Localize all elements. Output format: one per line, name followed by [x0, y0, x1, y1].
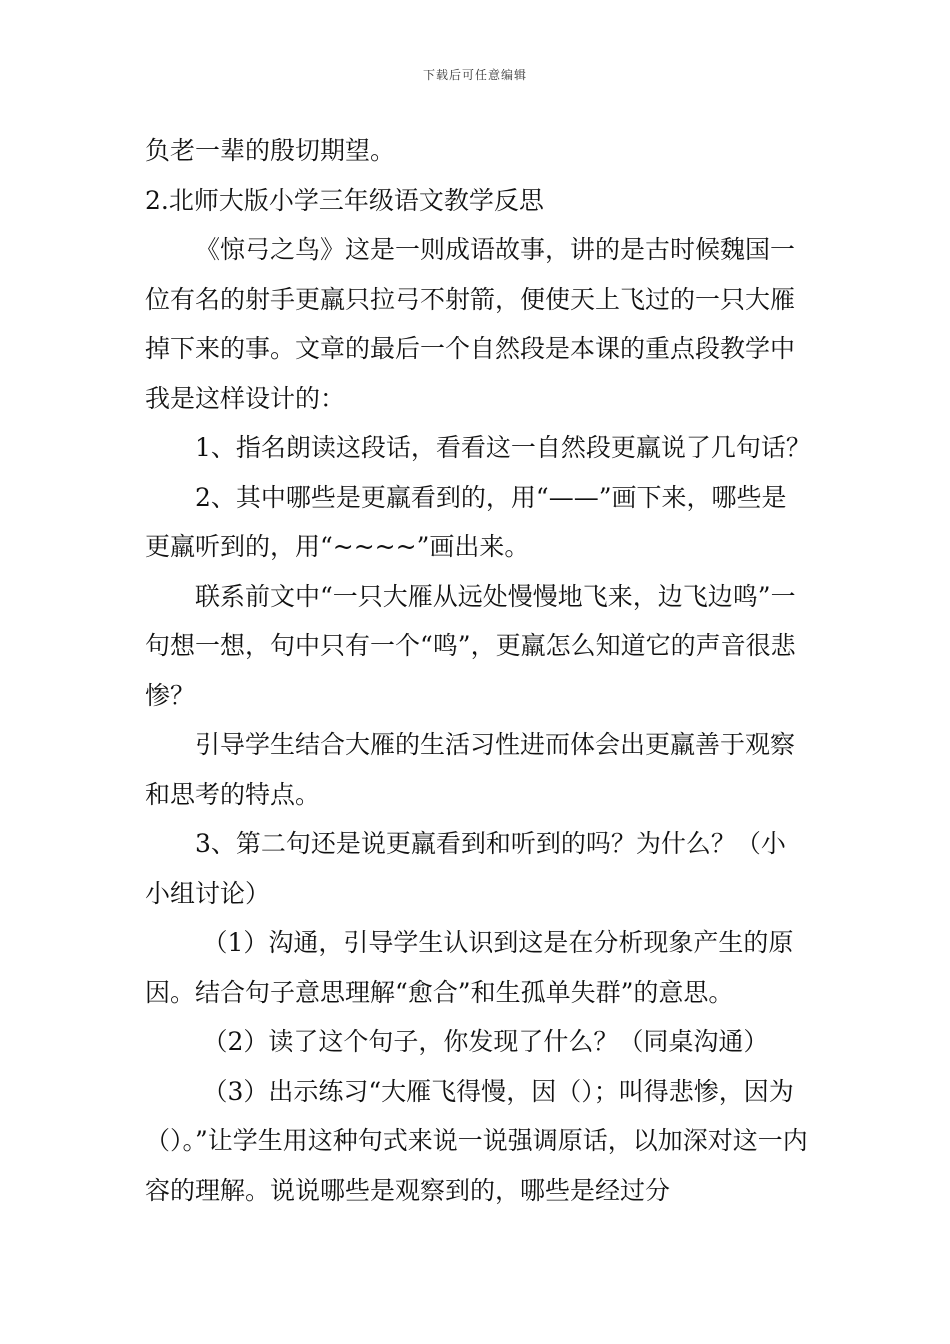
document-body	[145, 126, 810, 1215]
section-heading: 2.北师大版小学三年级语文教学反思	[145, 185, 544, 215]
paragraph-step-1: 1、指名朗读这段话，看看这一自然段更羸说了几句话？	[195, 433, 811, 462]
paragraph-step-3: 3、第二句还是说更羸看到和听到的吗？为什么？（小小组讨论）	[145, 829, 786, 908]
paragraph-guidance: 引导学生结合大雁的生活习性进而体会出更羸善于观察和思考的特点。	[145, 730, 796, 809]
paragraph-step-2: 2、其中哪些是更羸看到的，用“——”画下来，哪些是更羸听到的，用“~~~~”画出来。	[145, 482, 787, 561]
paragraph-context: 联系前文中“一只大雁从远处慢慢地飞来，边飞边鸣”一句想一想，句中只有一个“鸣”，更羸怎么知道它的声音很悲惨？	[145, 581, 796, 710]
paragraph-sub-2: （2）读了这个句子，你发现了什么？（同桌沟通）	[202, 1027, 769, 1056]
paragraph-continuation: 负老一辈的殷切期望。	[145, 136, 396, 165]
page-header-note: 下载后可任意编辑	[422, 68, 527, 82]
paragraph-sub-3: （3）出示练习“大雁飞得慢，因（）；叫得悲惨，因为（）。”让学生用这种句式来说一说强调原话，以加深对这一内容的理解。说说哪些是观察到的，哪些是经过分	[145, 1076, 808, 1205]
paragraph-sub-1: （1）沟通，引导学生认识到这是在分析现象产生的原因。结合句子意思理解“愈合”和生孤单失群”的意思。	[145, 928, 794, 1007]
paragraph-intro: 《惊弓之鸟》这是一则成语故事，讲的是古时候魏国一位有名的射手更羸只拉弓不射箭，便使天上飞过的一只大雁掉下来的事。文章的最后一个自然段是本课的重点段教学中我是这样设计的：	[145, 235, 796, 413]
